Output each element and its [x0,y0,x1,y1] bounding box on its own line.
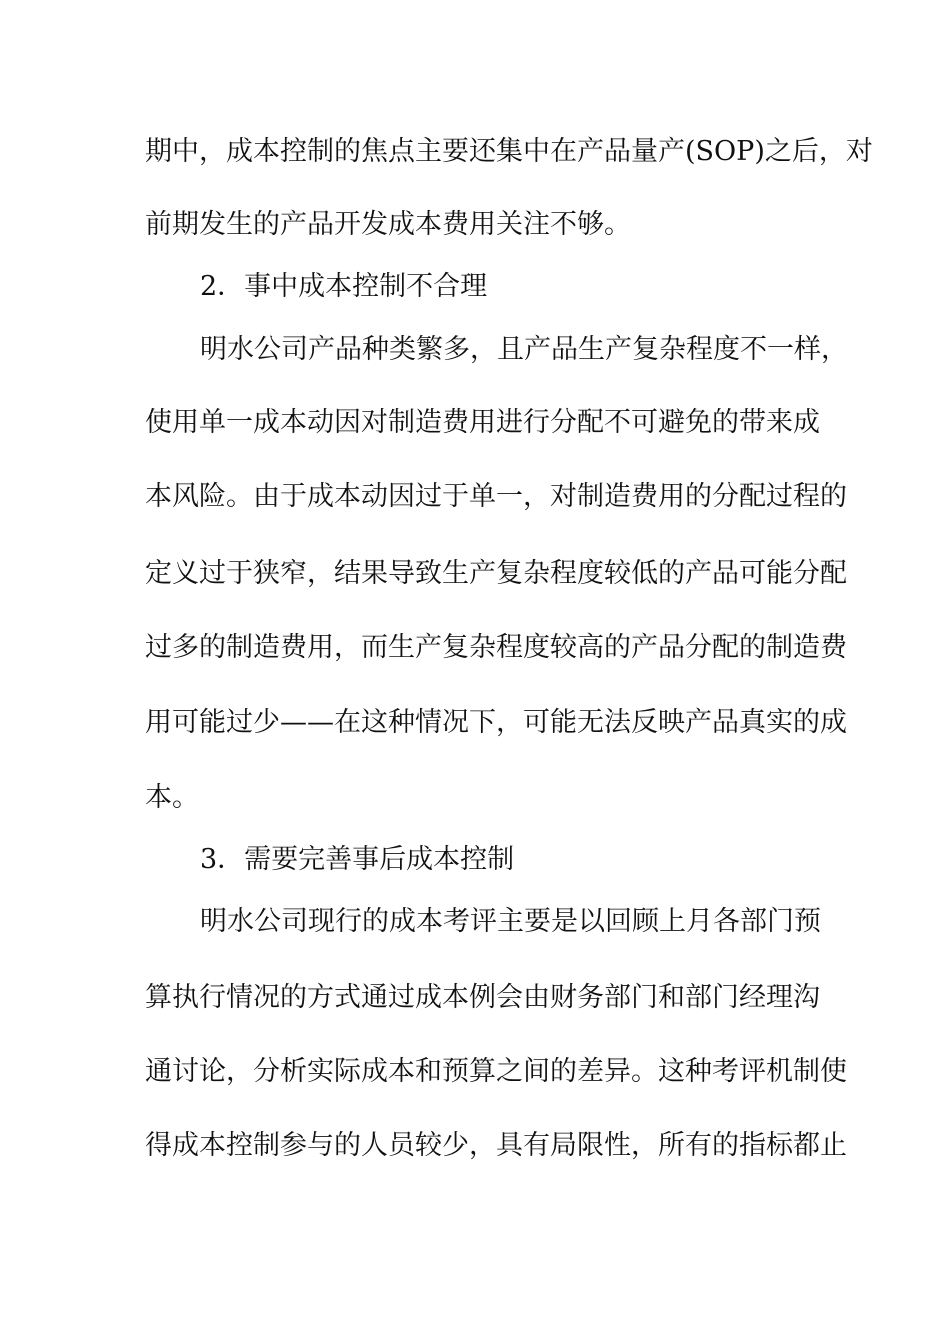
text-line: 算执行情况的方式通过成本例会由财务部门和部门经理沟 [145,982,820,1013]
text-line: 明水公司现行的成本考评主要是以回顾上月各部门预 [200,906,821,937]
section-heading: 2．事中成本控制不合理 [200,271,488,302]
text-line: 前期发生的产品开发成本费用关注不够。 [145,209,631,240]
text-line: 过多的制造费用，而生产复杂程度较高的产品分配的制造费 [145,632,847,663]
section-heading: 3．需要完善事后成本控制 [200,844,515,875]
text-line: 使用单一成本动因对制造费用进行分配不可避免的带来成 [145,407,820,438]
text-line: 本。 [145,782,199,813]
text-line: 通讨论，分析实际成本和预算之间的差异。这种考评机制使 [145,1056,847,1087]
text-line: 期中，成本控制的焦点主要还集中在产品量产(SOP)之后，对 [145,136,873,167]
text-line: 用可能过少——在这种情况下，可能无法反映产品真实的成 [145,707,847,738]
text-line: 本风险。由于成本动因过于单一，对制造费用的分配过程的 [145,481,847,512]
text-line: 得成本控制参与的人员较少，具有局限性，所有的指标都止 [145,1130,847,1161]
text-line: 明水公司产品种类繁多，且产品生产复杂程度不一样， [200,334,848,365]
text-line: 定义过于狭窄，结果导致生产复杂程度较低的产品可能分配 [145,558,847,589]
